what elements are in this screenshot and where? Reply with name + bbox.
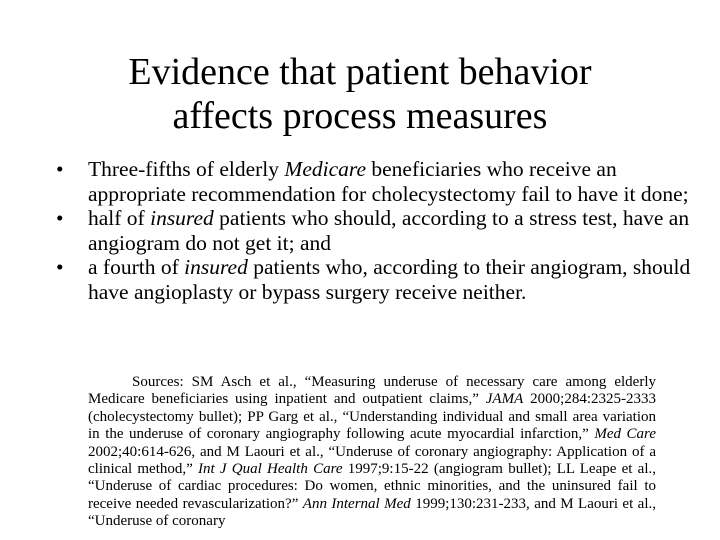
- bullet-text: half of: [88, 206, 151, 230]
- bullet-icon: •: [56, 255, 64, 279]
- bullet-item-stress-test: [52, 206, 692, 255]
- source-text: 1997;9:15-22 (angiogram bullet); LL Leape et al., “Underuse of cardiac procedures: Do women, ethnic minorities, and the uninsured fail to receive needed revascularization?”: [88, 461, 656, 512]
- bullet-emphasis: insured: [184, 255, 248, 279]
- source-text: 1999;130:231-233, and M Laouri et al., “Underuse of coronary: [88, 495, 657, 530]
- source-text: Sources: SM Asch et al., “Measuring underuse of necessary care among elderly Medicare beneficiaries using inpatient and outpatient claims,”: [88, 374, 656, 408]
- bullet-text: patients who should, according to a stress test, have an angiogram do not get it; and: [88, 206, 690, 255]
- slide-title: [60, 50, 660, 138]
- title-line-2: affects process measures: [172, 95, 548, 137]
- bullet-emphasis: Medicare: [284, 157, 366, 181]
- bullet-icon: •: [56, 206, 64, 230]
- bullet-text: a fourth of: [88, 255, 185, 279]
- bullet-emphasis: insured: [150, 206, 214, 230]
- bullet-text: patients who, according to their angiogram, should have angioplasty or bypass surgery receive neither.: [88, 255, 691, 304]
- bullet-text: beneficiaries who receive an appropriate recommendation for cholecystectomy fail to have it done;: [88, 157, 689, 206]
- bullet-text: Three-fifths of elderly: [88, 157, 285, 181]
- source-text: 2002;40:614-626, and M Laouri et al., “Underuse of coronary angiography: Application of a clinical method,”: [88, 443, 656, 478]
- journal-name: JAMA: [485, 391, 524, 408]
- sources-citation: [88, 374, 656, 531]
- journal-name: Int J Qual Health Care: [198, 461, 343, 478]
- bullet-item-medicare: [52, 157, 692, 206]
- bullet-icon: •: [56, 157, 64, 181]
- bullet-list: [52, 157, 692, 304]
- source-text: 2000;284:2325-2333 (cholecystectomy bullet); PP Garg et al., “Understanding individual and small area variation in the underuse of coronary angiography following acute myocardial infarction,”: [88, 391, 656, 443]
- title-line-1: Evidence that patient behavior: [128, 51, 592, 93]
- journal-name: Ann Internal Med: [302, 495, 411, 512]
- bullet-item-angiogram: [52, 255, 692, 304]
- journal-name: Med Care: [594, 426, 656, 443]
